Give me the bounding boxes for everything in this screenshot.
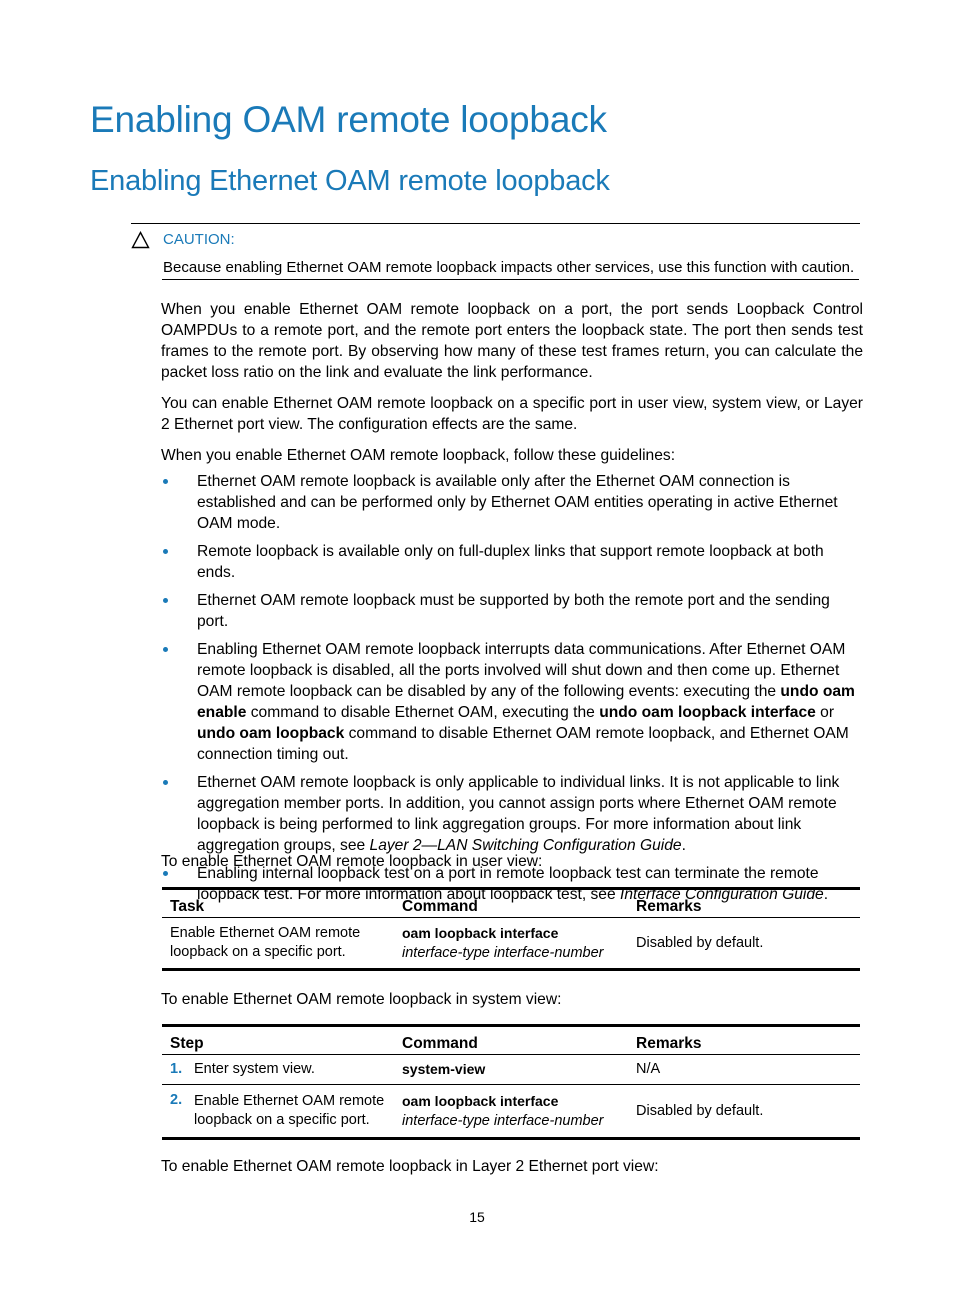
table-row [162,1085,860,1139]
caution-text: Because enabling Ethernet OAM remote loopback impacts other services, use this function with caution. [163,259,855,276]
command-keyword: system-view [402,1060,486,1077]
user-view-table [162,887,860,971]
guide-reference: Layer 2—LAN Switching Configuration Guide [369,837,682,854]
bullet-icon [163,549,168,554]
column-header: Step [162,1026,394,1055]
column-header: Remarks [628,1026,860,1055]
list-item: Ethernet OAM remote loopback is only applicable to individual links. It is not applicable to link aggregation member ports. In addition, you cannot assign ports where Ethernet OAM remote loopback is being performed to link aggregation groups. For more information about link aggregation groups, see Layer 2—LAN Switching Configuration Guide. [161,772,863,856]
table-row [162,918,860,970]
list-item: Remote loopback is available only on full-duplex links that support remote loopback at both ends. [161,541,863,583]
column-header: Command [394,889,628,918]
caution-top-rule [131,223,860,224]
step-cell: Enable Ethernet OAM remote loopback on a specific port. [194,1085,394,1139]
page-title: Enabling OAM remote loopback [90,99,607,140]
list-item: Enabling Ethernet OAM remote loopback interrupts data communications. After Ethernet OAM remote loopback is disabled, all the ports involved will shut down and then come up. Ethernet OAM remote loopback can be disabled by any of the following events: executing the undo oam enable command to disable Ethernet OAM, executing the undo oam loopback interface or undo oam loopback command to disable Ethernet OAM remote loopback, and Ethernet OAM connection timing out. [161,639,863,765]
table-header-row [162,1026,860,1055]
page-number: 15 [469,1209,485,1225]
step-number: 1. [162,1055,194,1085]
command-keyword: oam loopback interface [402,1092,559,1109]
system-view-intro: To enable Ethernet OAM remote loopback in system view: [161,991,562,1008]
guidelines-intro: When you enable Ethernet OAM remote loopback, follow these guidelines: [161,447,676,464]
table-row [162,1055,860,1085]
command-cell [394,1085,628,1139]
caution-bottom-rule [162,279,859,280]
step-cell: Enter system view. [194,1055,394,1085]
task-cell: Enable Ethernet OAM remote loopback on a specific port. [162,918,394,970]
section-title: Enabling Ethernet OAM remote loopback [90,165,610,197]
bullet-icon [163,647,168,652]
guidelines-list [161,471,863,912]
command-cell [394,1055,628,1085]
bullet-icon [163,598,168,603]
user-view-intro: To enable Ethernet OAM remote loopback in user view: [161,853,543,870]
command-text: undo oam loopback interface [599,704,816,721]
remarks-cell: N/A [628,1055,860,1085]
bullet-icon [163,479,168,484]
table-header-row [162,889,860,918]
command-cell [394,918,628,970]
port-view-intro: To enable Ethernet OAM remote loopback in Layer 2 Ethernet port view: [161,1158,659,1175]
caution-label: CAUTION: [163,231,235,248]
caution-triangle-icon [131,231,150,249]
list-item: Ethernet OAM remote loopback is available only after the Ethernet OAM connection is established and can be performed only by Ethernet OAM entities operating in active Ethernet OAM mode. [161,471,863,534]
intro-paragraph: When you enable Ethernet OAM remote loopback on a port, the port sends Loopback Control OAMPDUs to a remote port, and the remote port enters the loopback state. The port then sends test frames to the remote port. By observing how many of these test frames return, you can calculate the packet loss ratio on the link and evaluate the link performance. [161,301,863,381]
column-header: Task [162,889,394,918]
list-item: Ethernet OAM remote loopback must be supported by both the remote port and the sending port. [161,590,863,632]
system-view-table [162,1024,860,1140]
views-paragraph: You can enable Ethernet OAM remote loopback on a specific port in user view, system view, or Layer 2 Ethernet port view. The configuration effects are the same. [161,395,863,433]
remarks-cell: Disabled by default. [628,918,860,970]
command-text: undo oam loopback [197,725,345,742]
list-item: Enabling internal loopback test on a port in remote loopback test can terminate the remote loopback test. For more information about loopback test, see Interface Configuration Guide. [161,863,863,905]
step-number: 2. [162,1085,194,1139]
remarks-cell: Disabled by default. [628,1085,860,1139]
command-keyword: oam loopback interface [402,924,559,941]
command-args: interface-type interface-number [402,944,604,961]
column-header: Command [394,1026,628,1055]
bullet-icon [163,780,168,785]
command-text: undo oam enable [197,683,855,721]
column-header: Remarks [628,889,860,918]
command-args: interface-type interface-number [402,1112,604,1129]
guide-reference: Interface Configuration Guide [620,886,824,903]
